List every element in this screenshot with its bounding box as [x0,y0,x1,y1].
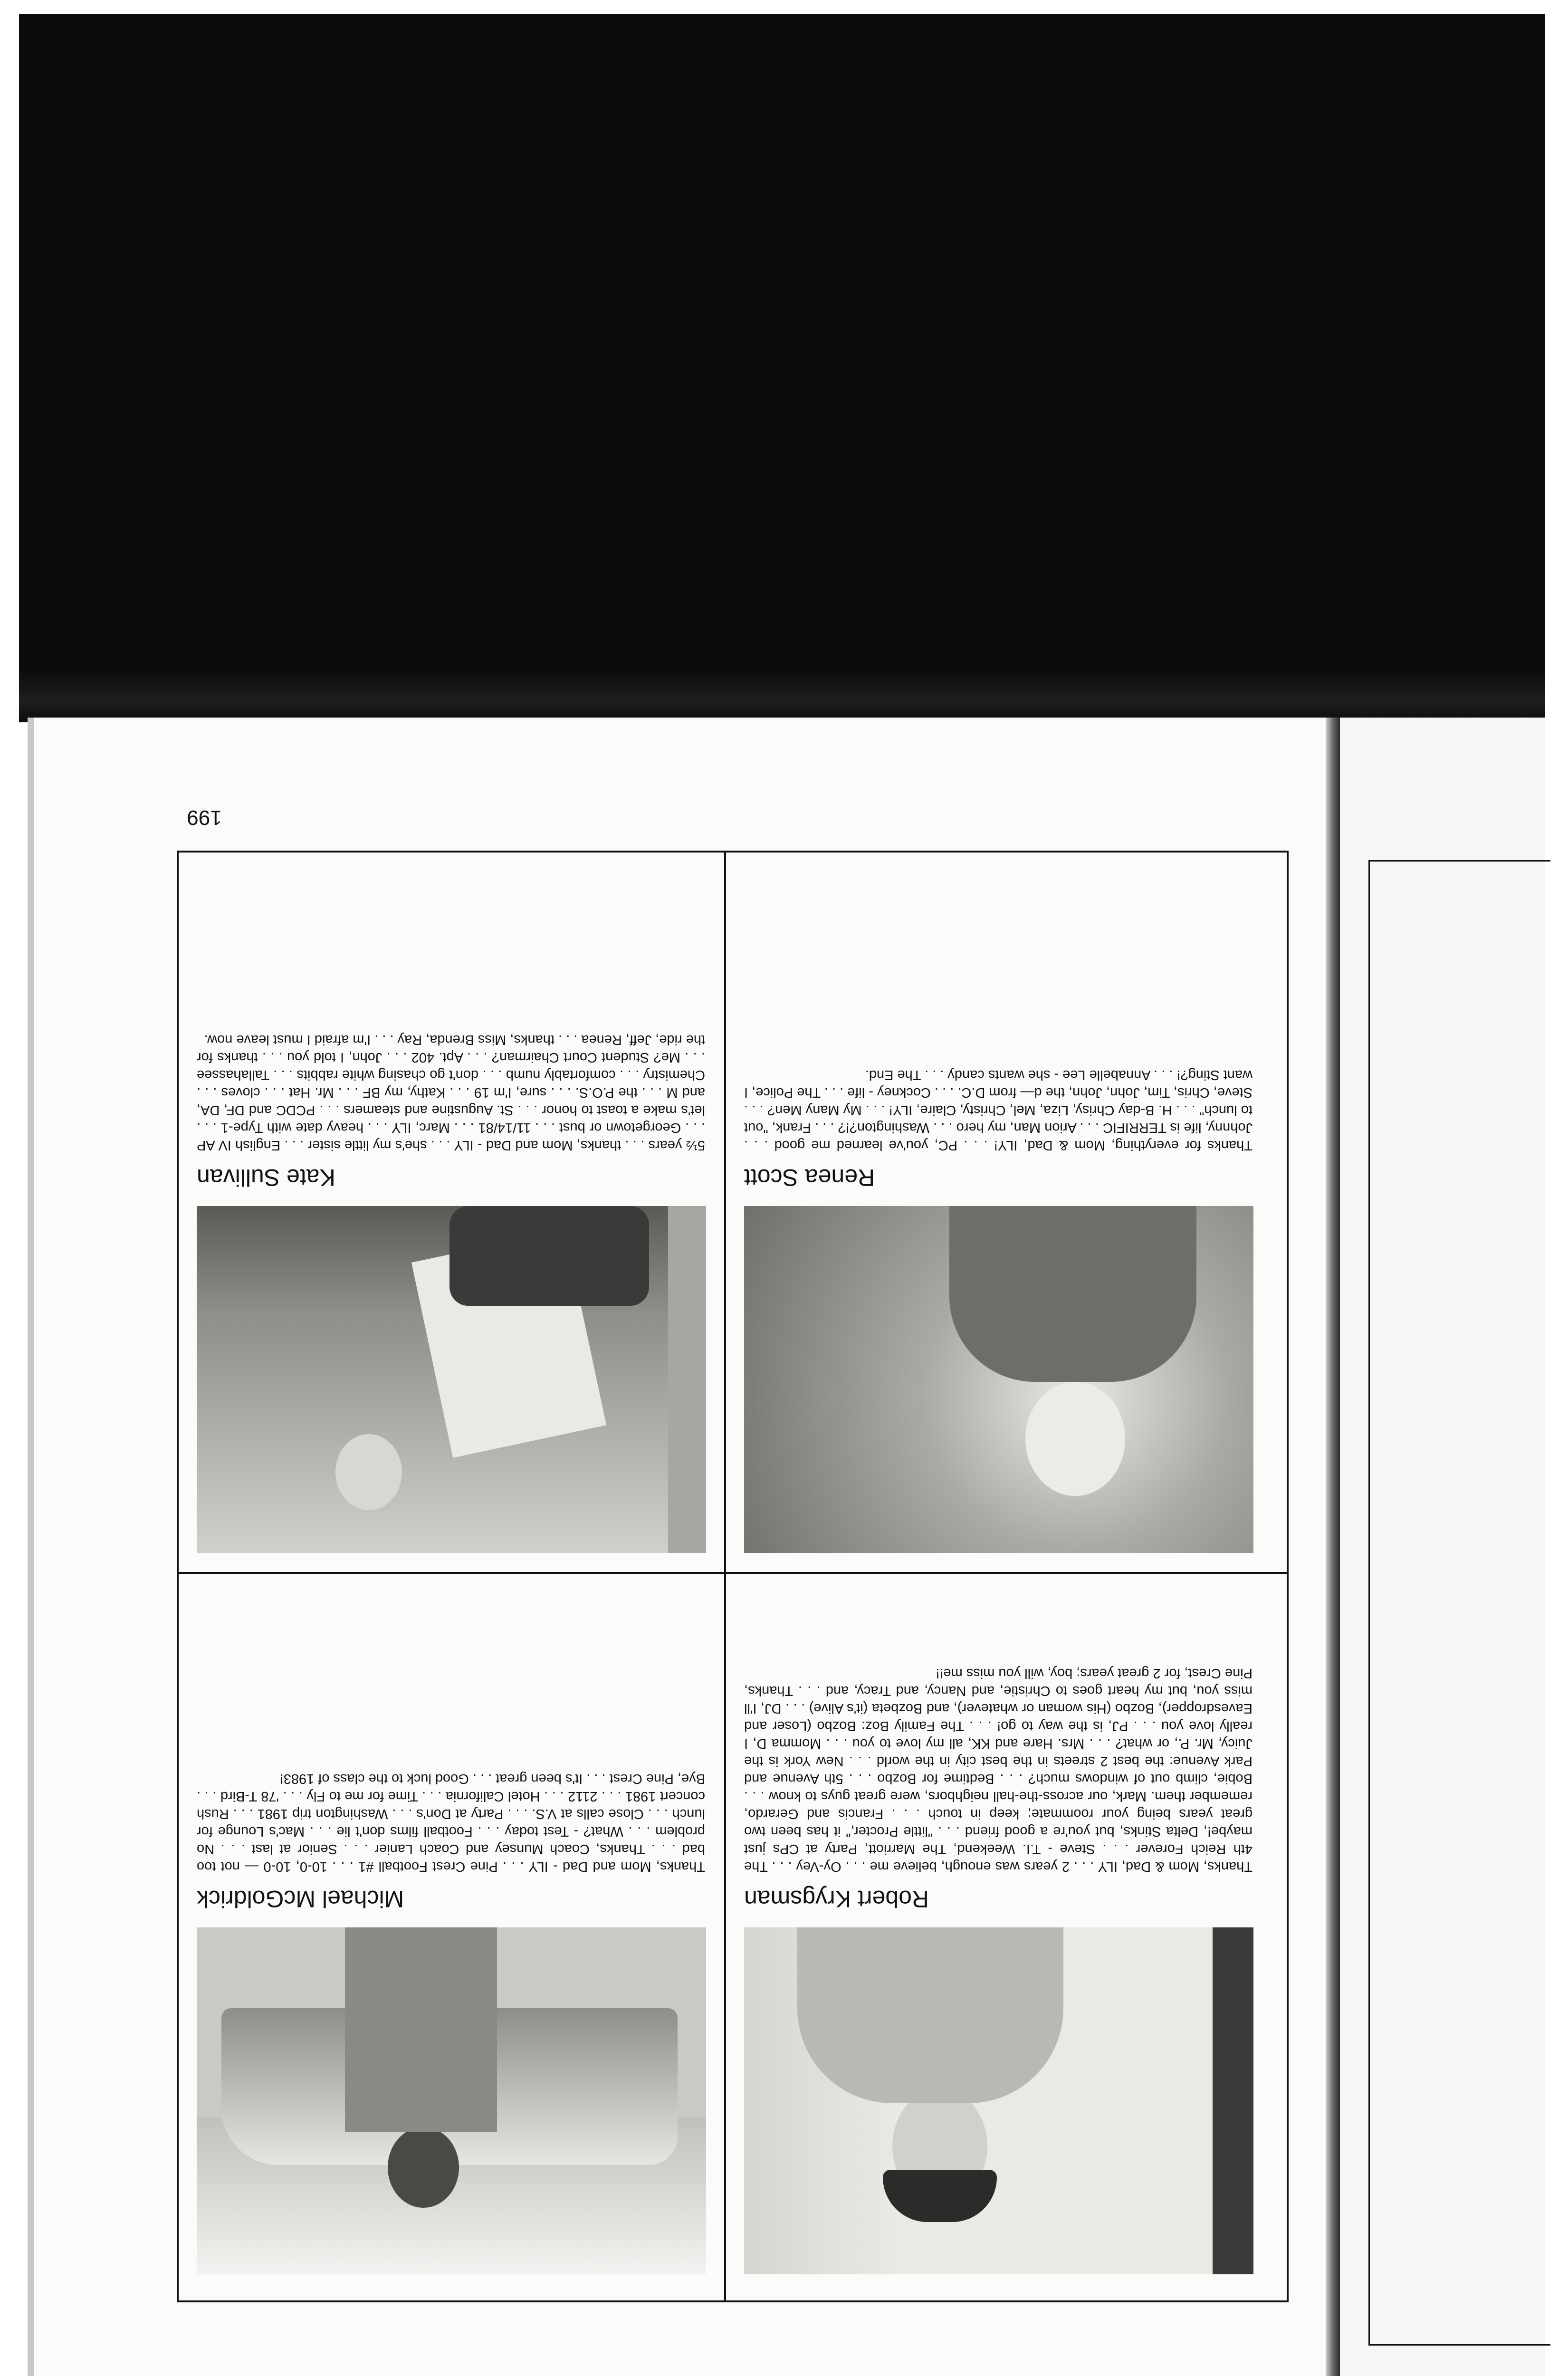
senior-entry-mcgoldrick [179,1574,724,2293]
legs-shape [449,1206,649,1306]
torso-shape [797,1927,1063,2103]
head-shape [388,2127,459,2208]
head-shape [1025,1382,1125,1496]
book-spine-shadow [19,670,1545,722]
senior-grid [177,851,1289,2302]
senior-photo [744,1206,1253,1553]
scanner-background [19,14,1545,722]
senior-name: Robert Krygsman [744,1886,929,1912]
senior-remarks: 5½ years . . . thanks, Mom and Dad - ILY . . . she's my little sister . . . English IV AP . . . Georgetown or bust . . . 11/14/81 . . . Marc, ILY . . . heavy date with Type-1 . . . let's make a toast to honor . . . St. Augustine and steamers . . . PCDC and DF, DA, and M . . . the P.O.S. . . . sure, I'm 19 . . . Kathy, my BF . . . Mr. Hat . . . cloves . . . Chemistry . . . comfortably numb . . . don't go chasing white rabbits . . . Tallahassee . . . Me? Student Court Chairman? . . . Apt. 402 . . . John, I told you . . . thanks for the ride, Jeff, Renea . . . thanks, Miss Brenda, Ray . . . I'm afraid I must leave now. [197,1032,705,1153]
senior-photo [744,1927,1253,2274]
body-shape [345,1927,497,2132]
head-shape [335,1434,402,1510]
shoulders-shape [949,1206,1196,1382]
senior-photo [197,1927,706,2274]
senior-remarks: Thanks, Mom and Dad - ILY . . . Pine Crest Football #1 . . . 10-0, 10-0 — not too bad . . . Thanks, Coach Munsey and Coach Lanier . . . Senior at last . . . No problem . . . What? - Test today . . . Football films don't lie . . . Mac's Lounge for lunch . . . Close calls at V.S. . . . Party at Don's . . . Washington trip 1981 . . . Rush concert 1981 . . . 2112 . . . Hotel California . . . Time for me to Fly . . . '78 T-Bird . . . Bye, Pine Crest . . . It's been great . . . Good luck to the class of 1983! [197,1771,705,1874]
page-gutter [1326,718,1340,2376]
senior-photo [197,1206,706,1553]
senior-entry-krygsman [726,1574,1272,2293]
senior-remarks: Thanks, Mom & Dad, ILY . . . 2 years was enough, believe me . . . Oy-Vey . . . The 4th Reich Forever . . . Steve - T.I. Weekend, The Marriott, Party at CPs just maybe!, Delta Stinks, but you're a good friend . . . "little Procter," it has been two great years being your roommate; keep in touch . . . Francis and Gerardo, remember them. Mark, our across-the-hall neighbors, were great guys to know . . . Bobie, climb out of windows much? . . . Bedtime for Bozbo . . . 5th Avenue and Park Avenue: the best 2 streets in the best city in the world . . . New York is the Juicy, Mr. P., or what? . . . Mrs. Hare and KK, all my love to you . . . Momma D, I really love you . . . PJ, is the way to go! . . . The Family Boz: Bozbo (Loser and Eavesdropper), Bozbo (His woman or whatever), and Bozbeta (it's Alive) . . . DJ, I'll miss you, but my heart goes to Christie, and Nancy, and Tracy, and . . . Thanks, Pine Crest, for 2 great years; boy, will you miss me!! [744,1666,1252,1874]
senior-name: Michael McGoldrick [197,1886,404,1912]
senior-entry-sullivan [179,853,724,1572]
facing-page-text [1344,2081,1439,2376]
senior-remarks: Thanks for everything, Mom & Dad, ILY! . . . PC, you've learned me good . . . Johnny, life is TERRIFIC . . . Arion Man, my hero . . . Washington?!? . . . Frank, "out to lunch" . . . H. B-day Chrisy, Liza, Mel, Christy, Claire, ILY! . . . My Many Men? . . . Steve, Chris, Tim, John, John, the d— from D.C. . . . Cockney - life . . . The Police, I want Sting?! . . . Annabelle Lee - she wants candy . . . The End. [744,1067,1252,1153]
senior-name: Kate Sullivan [197,1164,335,1191]
senior-name: Renea Scott [744,1164,875,1191]
senior-entry-scott [726,853,1272,1572]
page-number: 199 [187,806,222,829]
